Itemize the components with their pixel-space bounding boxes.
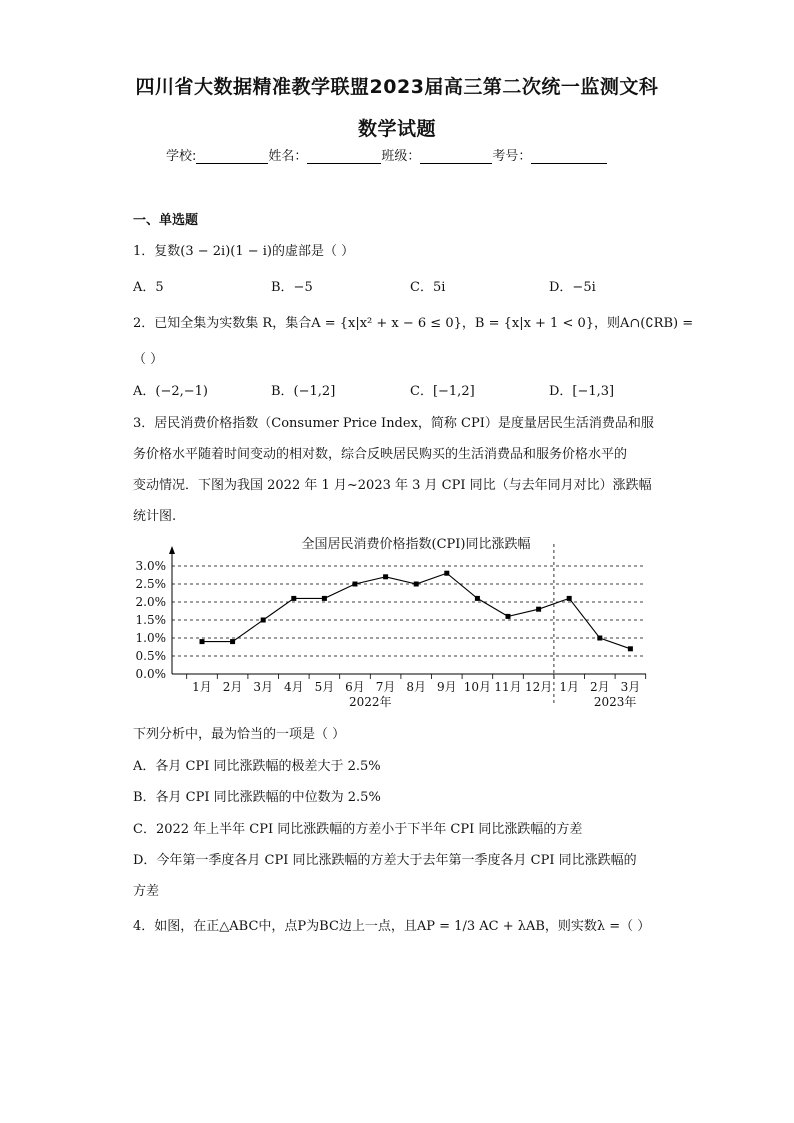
q3-ask: 下列分析中，最为恰当的一项是（ ） xyxy=(133,727,346,742)
y-axis-arrow xyxy=(169,546,175,554)
q2-option-c: C．[−1,2] xyxy=(410,384,475,399)
y-tick-label: 2.5% xyxy=(135,577,166,591)
class-label: 班级： xyxy=(381,149,421,164)
q1-option-a: A．5 xyxy=(133,280,164,295)
x-tick-label: 1月 xyxy=(559,680,580,694)
name-blank[interactable] xyxy=(307,149,381,164)
data-point xyxy=(597,636,602,641)
name-label: 姓名： xyxy=(268,149,308,164)
chart-title: 全国居民消费价格指数(CPI)同比涨跌幅 xyxy=(301,537,531,552)
y-tick-label: 1.0% xyxy=(135,631,166,645)
q1-stem: 1．复数(3 − 2i)(1 − i)的虚部是（ ） xyxy=(133,244,355,259)
x-tick-label: 1月 xyxy=(192,680,212,694)
data-point xyxy=(322,596,327,601)
data-point xyxy=(261,618,266,623)
data-point xyxy=(414,582,419,587)
doc-title-line2: 数学试题 xyxy=(357,118,436,140)
data-point xyxy=(444,571,449,576)
q3-option-d: D．今年第一季度各月 CPI 同比涨跌幅的方差大于去年第一季度各月 CPI 同比涨跌幅的 xyxy=(133,853,637,868)
data-point xyxy=(353,582,358,587)
school-label: 学校: xyxy=(166,149,197,164)
data-point xyxy=(383,574,388,579)
x-tick-label: 2月 xyxy=(589,680,610,694)
y-tick-label: 1.5% xyxy=(135,613,166,627)
x-tick-label: 11月 xyxy=(494,680,522,694)
section-heading: 一、单选题 xyxy=(133,213,199,228)
q1-option-b: B．−5 xyxy=(271,280,313,295)
q2-option-b: B．(−1,2] xyxy=(271,384,336,399)
cpi-chart xyxy=(126,528,666,716)
data-point xyxy=(628,646,633,651)
y-tick-label: 3.0% xyxy=(135,559,166,573)
y-tick-label: 0.5% xyxy=(135,649,166,663)
x-tick-label: 2月 xyxy=(222,680,243,694)
data-point xyxy=(567,596,572,601)
y-tick-label: 2.0% xyxy=(135,595,166,609)
q2-option-d: D．[−1,3] xyxy=(549,384,615,399)
school-blank[interactable] xyxy=(196,149,268,164)
class-blank[interactable] xyxy=(420,149,492,164)
q3-stem-line-4: 统计图. xyxy=(133,509,177,524)
doc-title-line1: 四川省大数据精准教学联盟2023届高三第二次统一监测文科 xyxy=(135,76,659,98)
q2-option-a: A．(−2,−1) xyxy=(133,384,208,399)
student-info-row xyxy=(166,145,607,164)
q3-stem-line-1: 3．居民消费价格指数（Consumer Price Index，简称 CPI）是度量居民生活消费品和服 xyxy=(133,416,654,431)
exam-no-label: 考号： xyxy=(492,149,532,164)
q3-option-d-cont: 方差 xyxy=(133,884,160,899)
data-point xyxy=(475,596,480,601)
data-point xyxy=(200,639,205,644)
q3-option-c: C．2022 年上半年 CPI 同比涨跌幅的方差小于下半年 CPI 同比涨跌幅的方差 xyxy=(133,822,583,837)
q2-stem: 2．已知全集为实数集 R，集合A = {x|x² + x − 6 ≤ 0}，B = {x|x + 1 < 0}，则A∩(∁RB) = xyxy=(133,316,694,331)
q3-option-a: A．各月 CPI 同比涨跌幅的极差大于 2.5% xyxy=(133,759,381,774)
x-tick-label: 8月 xyxy=(406,680,427,694)
q1-option-d: D．−5i xyxy=(549,280,596,295)
q1-option-c: C．5i xyxy=(410,280,446,295)
x-tick-label: 10月 xyxy=(463,680,492,694)
data-point xyxy=(291,596,296,601)
data-point xyxy=(536,607,541,612)
q3-stem-line-3: 变动情况．下图为我国 2022 年 1 月~2023 年 3 月 CPI 同比（与去年同月对比）涨跌幅 xyxy=(133,478,652,493)
x-tick-label: 7月 xyxy=(375,680,396,694)
x-tick-label: 5月 xyxy=(314,680,335,694)
x-tick-label: 9月 xyxy=(436,680,457,694)
x-tick-label: 3月 xyxy=(620,680,641,694)
x-tick-label: 4月 xyxy=(283,680,304,694)
y-tick-label: 0.0% xyxy=(135,667,166,681)
year-label-2022: 2022年 xyxy=(349,695,392,709)
q3-stem-line-2: 务价格水平随着时间变动的相对数，综合反映居民购买的生活消费品和服务价格水平的 xyxy=(133,447,628,462)
q3-option-b: B．各月 CPI 同比涨跌幅的中位数为 2.5% xyxy=(133,790,381,805)
exam-no-blank[interactable] xyxy=(531,149,607,164)
year-label-2023: 2023年 xyxy=(593,695,637,709)
x-tick-label: 6月 xyxy=(345,680,365,694)
data-point xyxy=(230,639,235,644)
x-tick-label: 3月 xyxy=(253,680,274,694)
cpi-line-chart xyxy=(126,528,666,716)
q4-stem: 4．如图，在正△ABC中，点P为BC边上一点，且AP = 1/3 AC + λAB，则实数λ =（ ） xyxy=(133,919,651,934)
q2-paren: （ ） xyxy=(133,352,164,367)
x-tick-label: 12月 xyxy=(524,680,553,694)
data-point xyxy=(506,614,511,619)
